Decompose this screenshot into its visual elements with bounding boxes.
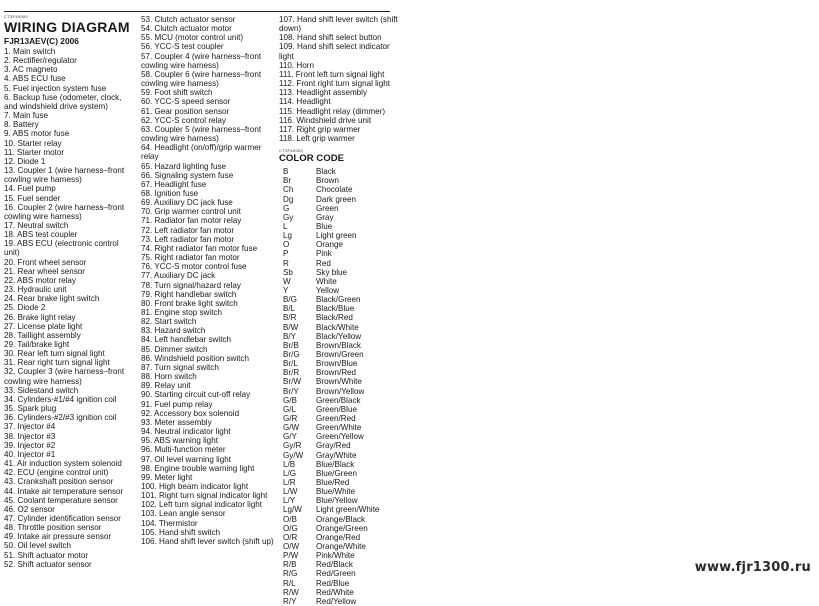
color-code-name: Light green/White	[316, 505, 380, 515]
part-item: 97. Oil level warning light	[141, 454, 231, 464]
part-item: 8. Battery	[4, 120, 39, 130]
site-watermark: www.fjr1300.ru	[694, 560, 811, 575]
part-item: 5. Fuel injection system fuse	[4, 83, 107, 93]
color-code-abbrev: B/L	[283, 304, 296, 314]
part-item: 43. Crankshaft position sensor	[4, 477, 114, 487]
color-code-abbrev: Dg	[283, 194, 294, 204]
color-code-row	[279, 588, 399, 597]
color-code-row	[279, 204, 399, 213]
color-code-row	[279, 240, 399, 249]
color-code-row	[279, 185, 399, 194]
color-code-abbrev: R/B	[283, 560, 297, 570]
part-item: 52. Shift actuator sensor	[4, 559, 92, 569]
part-item: 81. Engine stop switch	[141, 308, 222, 317]
part-item: 7. Main fuse	[4, 111, 49, 121]
color-code-abbrev: B/Y	[283, 331, 297, 341]
color-code-abbrev: Br/W	[283, 377, 301, 387]
part-item: 71. Radiator fan motor relay	[141, 216, 242, 226]
part-item: 9. ABS motor fuse	[4, 129, 70, 139]
color-code-abbrev: B/R	[283, 313, 297, 323]
color-code-abbrev: L/B	[283, 459, 296, 469]
color-code-name: Gray/White	[316, 450, 357, 460]
color-code-abbrev: R/W	[283, 587, 299, 597]
part-item: 114. Headlight	[279, 97, 331, 107]
color-code-name: Black/White	[316, 322, 359, 332]
color-code-abbrev: Br/R	[283, 368, 300, 378]
color-code-abbrev: O/B	[283, 514, 297, 524]
color-code-abbrev: B/G	[283, 295, 297, 305]
parts-list-1	[4, 47, 136, 569]
color-code-abbrev: P/W	[283, 551, 299, 561]
color-code-table	[279, 167, 399, 606]
color-code-abbrev: Br/L	[283, 359, 298, 369]
part-item: 23. Hydraulic unit	[4, 285, 67, 295]
color-code-abbrev: Sb	[283, 267, 293, 277]
part-item: 84. Left handlebar switch	[141, 335, 231, 345]
color-code-abbrev: G/B	[283, 395, 297, 405]
part-item: 4. ABS ECU fuse	[4, 74, 66, 84]
part-item: 79. Right handlebar switch	[141, 289, 237, 299]
color-code-row	[279, 304, 399, 313]
color-code-abbrev: Gy	[283, 212, 294, 222]
color-code-abbrev: Br/B	[283, 340, 299, 350]
color-code-name: Green/White	[316, 423, 362, 433]
part-item: 40. Injector #1	[4, 449, 56, 459]
part-item: 34. Cylinders-#1/#4 ignition coil	[4, 394, 117, 404]
part-item: 13. Coupler 1 (wire harness–front cowling wire harness)	[4, 166, 125, 185]
part-item: 107. Hand shift lever switch (shift down)	[279, 15, 398, 34]
part-item: 21. Rear wheel sensor	[4, 266, 85, 276]
color-code-row	[279, 478, 399, 487]
parts-column-3	[279, 15, 399, 606]
part-item: 64. Headlight (on/off)/grip warmer relay	[141, 143, 262, 162]
color-code-row	[279, 167, 399, 176]
color-code-name: Black	[316, 167, 336, 177]
part-item: 20. Front wheel sensor	[4, 257, 87, 267]
part-item: 17. Neutral switch	[4, 220, 69, 230]
part-item: 110. Horn	[279, 60, 314, 70]
page-title: WIRING DIAGRAM	[4, 19, 130, 35]
color-code-row	[279, 405, 399, 414]
part-item: 102. Left turn signal indicator light	[141, 500, 263, 510]
color-code-name: Sky blue	[316, 267, 348, 277]
color-code-name: Red/Blue	[316, 578, 350, 588]
part-item: 76. YCC-S motor control fuse	[141, 262, 247, 272]
color-code-name: Orange/Green	[316, 523, 368, 533]
color-code-abbrev: O/W	[283, 541, 300, 551]
part-item: 49. Intake air pressure sensor	[4, 532, 112, 542]
color-code-name: Black/Blue	[316, 304, 355, 314]
part-item: 94. Neutral indicator light	[141, 427, 231, 437]
part-item: 93. Meter assembly	[141, 417, 212, 427]
color-code-row	[279, 460, 399, 469]
color-code-abbrev: Ch	[283, 185, 294, 195]
color-code-abbrev: G/Y	[283, 432, 297, 442]
color-code-name: Black/Red	[316, 313, 353, 323]
color-code-row	[279, 195, 399, 204]
part-item: 99. Meter light	[141, 472, 193, 482]
part-item: 100. High beam indicator light	[141, 481, 249, 491]
color-code-abbrev: O	[283, 240, 290, 250]
part-item: 2. Rectifier/regulator	[4, 56, 77, 66]
color-code-row	[279, 542, 399, 551]
part-item: 67. Headlight fuse	[141, 179, 207, 189]
color-code-row	[279, 268, 399, 277]
color-code-name: Orange/White	[316, 541, 366, 551]
color-code-abbrev: Lg/W	[283, 505, 302, 515]
color-code-abbrev: L/G	[283, 468, 297, 478]
color-code-row	[279, 569, 399, 578]
part-item: 26. Brake light relay	[4, 312, 76, 322]
color-code-abbrev: O/R	[283, 532, 298, 542]
part-item: 63. Coupler 5 (wire harness–front cowling wire harness)	[141, 124, 262, 144]
color-code-row	[279, 469, 399, 478]
section-tag: CT3P40000	[4, 14, 29, 19]
color-code-name: Blue	[316, 222, 333, 232]
color-code-row	[279, 222, 399, 231]
part-item: 47. Cylinder identification sensor	[4, 513, 121, 523]
color-code-row	[279, 496, 399, 505]
color-code-name: Green/Yellow	[316, 432, 364, 442]
color-code-name: Blue/White	[316, 487, 356, 497]
color-code-name: Red/Black	[316, 560, 353, 570]
part-item: 69. Auxiliary DC jack fuse	[141, 198, 233, 208]
color-code-abbrev: G/L	[283, 404, 297, 414]
part-item: 11. Starter motor	[4, 147, 65, 157]
color-code-abbrev: Gy/R	[283, 441, 302, 451]
color-code-row	[279, 231, 399, 240]
part-item: 48. Throttle position sensor	[4, 523, 102, 533]
part-item: 65. Hazard lighting fuse	[141, 161, 227, 171]
part-item: 14. Fuel pump	[4, 184, 56, 194]
part-item: 6. Backup fuse (odometer, clock, and windshield drive system)	[4, 92, 122, 111]
part-item: 74. Right radiator fan motor fuse	[141, 243, 258, 253]
color-code-name: Orange	[316, 240, 343, 250]
part-item: 54. Clutch actuator motor	[141, 24, 232, 34]
part-item: 105. Hand shift switch	[141, 527, 221, 537]
part-item: 39. Injector #2	[4, 440, 56, 450]
color-code-abbrev: L/Y	[283, 496, 296, 506]
part-item: 96. Multi-function meter	[141, 445, 226, 455]
color-code-abbrev: L/R	[283, 477, 296, 487]
part-item: 12. Diode 1	[4, 156, 46, 166]
part-item: 101. Right turn signal indicator light	[141, 491, 268, 501]
color-code-abbrev: L/W	[283, 487, 298, 497]
color-code-name: White	[316, 276, 337, 286]
color-code-abbrev: R	[283, 258, 289, 268]
color-code-name: Brown	[316, 176, 339, 186]
part-item: 25. Diode 2	[4, 303, 46, 313]
color-code-name: Green/Black	[316, 395, 361, 405]
part-item: 70. Grip warmer control unit	[141, 207, 241, 217]
part-item: 90. Starting circuit cut-off relay	[141, 390, 251, 400]
part-item: 30. Rear left turn signal light	[4, 349, 105, 359]
color-code-abbrev: O/G	[283, 523, 298, 533]
color-code-row	[279, 441, 399, 450]
color-code-abbrev: R/G	[283, 569, 298, 579]
part-item: 117. Right grip warmer	[279, 124, 361, 134]
part-item: 15. Fuel sender	[4, 193, 61, 203]
part-item: 78. Turn signal/hazard relay	[141, 280, 241, 290]
parts-column-1	[4, 14, 136, 569]
part-item: 66. Signaling system fuse	[141, 170, 234, 180]
color-code-abbrev: Br	[283, 176, 292, 186]
part-item: 44. Intake air temperature sensor	[4, 486, 124, 496]
color-code-row	[279, 313, 399, 322]
part-item: 50. Oil level switch	[4, 541, 72, 551]
color-code-name: Blue/Black	[316, 459, 355, 469]
part-item: 95. ABS warning light	[141, 436, 218, 446]
color-code-abbrev: R/Y	[283, 596, 297, 606]
color-code-name: Brown/Blue	[316, 359, 358, 369]
part-item: 59. Foot shift switch	[141, 88, 213, 98]
color-code-name: Brown/White	[316, 377, 362, 387]
part-item: 1. Main switch	[4, 47, 56, 56]
part-item: 115. Headlight relay (dimmer)	[279, 106, 386, 116]
color-code-abbrev: Y	[283, 286, 289, 296]
part-item: 45. Coolant temperature sensor	[4, 495, 118, 505]
part-item: 109. Hand shift select indicator light	[279, 42, 390, 61]
color-code-row	[279, 414, 399, 423]
color-code-row	[279, 350, 399, 359]
color-code-row	[279, 387, 399, 396]
color-code-abbrev: G/W	[283, 423, 300, 433]
part-item: 62. YCC-S control relay	[141, 115, 226, 125]
color-code-name: Pink	[316, 249, 332, 259]
part-item: 86. Windshield position switch	[141, 353, 249, 363]
color-code-row	[279, 286, 399, 295]
part-item: 77. Auxiliary DC jack	[141, 271, 216, 281]
part-item: 37. Injector #4	[4, 422, 56, 432]
part-item: 42. ECU (engine control unit)	[4, 468, 109, 478]
color-code-row	[279, 332, 399, 341]
color-code-name: Green	[316, 203, 339, 213]
color-code-section	[279, 148, 399, 606]
part-item: 80. Front brake light switch	[141, 298, 238, 308]
color-code-row	[279, 213, 399, 222]
color-code-abbrev: L	[283, 222, 288, 232]
part-item: 88. Horn switch	[141, 372, 197, 382]
color-code-row	[279, 560, 399, 569]
color-code-name: Black/Yellow	[316, 331, 362, 341]
part-item: 60. YCC-S speed sensor	[141, 97, 231, 107]
part-item: 104. Thermistor	[141, 518, 198, 528]
part-item: 92. Accessory box solenoid	[141, 408, 240, 418]
part-item: 46. O2 sensor	[4, 504, 55, 514]
part-item: 57. Coupler 4 (wire harness–front cowling wire harness)	[141, 51, 262, 70]
part-item: 82. Start switch	[141, 317, 197, 327]
part-item: 10. Starter relay	[4, 138, 62, 148]
part-item: 83. Hazard switch	[141, 326, 206, 336]
color-code-name: Orange/Red	[316, 532, 361, 542]
color-code-row	[279, 515, 399, 524]
color-code-name: Blue/Red	[316, 477, 350, 487]
color-code-name: Light green	[316, 231, 357, 241]
color-code-row	[279, 451, 399, 460]
parts-column-2	[141, 15, 276, 546]
part-item: 85. Dimmer switch	[141, 344, 208, 354]
color-code-name: Brown/Black	[316, 340, 361, 350]
part-item: 75. Right radiator fan motor	[141, 253, 240, 263]
color-code-name: Red/White	[316, 587, 354, 597]
color-code-row	[279, 396, 399, 405]
color-code-abbrev: B	[283, 167, 289, 177]
part-item: 27. License plate light	[4, 321, 83, 331]
color-code-name: Yellow	[316, 286, 340, 296]
color-code-name: Gray/Red	[316, 441, 351, 451]
part-item: 91. Fuel pump relay	[141, 399, 213, 409]
color-code-row	[279, 524, 399, 533]
color-code-name: Blue/Green	[316, 468, 357, 478]
color-code-abbrev: G/R	[283, 413, 298, 423]
part-item: 113. Headlight assembly	[279, 88, 368, 98]
part-item: 3. AC magneto	[4, 65, 58, 75]
part-item: 22. ABS motor relay	[4, 275, 76, 285]
color-code-tag: CT3P40000	[279, 148, 304, 154]
color-code-row	[279, 551, 399, 560]
color-code-row	[279, 341, 399, 350]
part-item: 89. Relay unit	[141, 381, 191, 391]
part-item: 31. Rear right turn signal light	[4, 358, 110, 368]
part-item: 116. Windshield drive unit	[279, 115, 372, 125]
part-item: 55. MCU (motor control unit)	[141, 33, 244, 43]
color-code-row	[279, 295, 399, 304]
color-code-name: Black/Green	[316, 295, 361, 305]
color-code-abbrev: G	[283, 203, 290, 213]
color-code-name: Red	[316, 258, 331, 268]
color-code-abbrev: Br/G	[283, 350, 300, 359]
color-code-abbrev: P	[283, 249, 289, 259]
model-subtitle: FJR13AEV(C) 2006	[4, 36, 79, 46]
part-item: 111. Front left turn signal light	[279, 69, 385, 79]
color-code-name: Pink/White	[316, 551, 355, 561]
color-code-row	[279, 359, 399, 368]
part-item: 35. Spark plug	[4, 404, 57, 414]
color-code-name: Green/Red	[316, 413, 356, 423]
color-code-name: Green/Blue	[316, 404, 357, 414]
color-code-name: Red/Green	[316, 569, 356, 579]
part-item: 29. Tail/brake light	[4, 340, 70, 349]
part-item: 68. Ignition fuse	[141, 188, 199, 198]
color-code-abbrev: R/L	[283, 578, 296, 588]
header-rule	[4, 11, 390, 12]
color-code-row	[279, 597, 399, 606]
color-code-abbrev: B/W	[283, 322, 299, 332]
color-code-name: Brown/Green	[316, 350, 364, 359]
part-item: 58. Coupler 6 (wire harness–front cowling wire harness)	[141, 69, 262, 89]
color-code-name: Orange/Black	[316, 514, 366, 524]
color-code-name: Chocolate	[316, 185, 353, 195]
color-code-abbrev: Gy/W	[283, 450, 304, 460]
color-code-row	[279, 505, 399, 514]
color-code-abbrev: Lg	[283, 231, 293, 241]
part-item: 98. Engine trouble warning light	[141, 463, 255, 473]
color-code-name: Dark green	[316, 194, 357, 204]
color-code-row	[279, 176, 399, 185]
part-item: 38. Injector #3	[4, 431, 56, 441]
part-item: 103. Lean angle sensor	[141, 509, 226, 519]
part-item: 73. Left radiator fan motor	[141, 234, 235, 244]
part-item: 108. Hand shift select button	[279, 33, 382, 43]
part-item: 112. Front right turn signal light	[279, 79, 390, 89]
part-item: 56. YCC-S test coupler	[141, 42, 224, 52]
parts-list-2	[141, 15, 276, 546]
part-item: 87. Turn signal switch	[141, 362, 219, 372]
color-code-name: Blue/Yellow	[316, 496, 358, 506]
part-item: 61. Gear position sensor	[141, 106, 230, 116]
color-code-abbrev: W	[283, 276, 291, 286]
part-item: 106. Hand shift lever switch (shift up)	[141, 536, 274, 546]
part-item: 28. Taillight assembly	[4, 330, 81, 340]
color-code-name: Gray	[316, 212, 334, 222]
part-item: 41. Air induction system solenoid	[4, 459, 122, 469]
part-item: 36. Cylinders-#2/#3 ignition coil	[4, 413, 117, 423]
parts-list-3	[279, 15, 399, 143]
color-code-row	[279, 377, 399, 386]
color-code-abbrev: Br/Y	[283, 386, 299, 396]
color-code-row	[279, 487, 399, 496]
color-code-title: COLOR CODE	[279, 153, 345, 165]
color-code-row	[279, 423, 399, 432]
part-item: 24. Rear brake light switch	[4, 294, 100, 304]
part-item: 19. ABS ECU (electronic control unit)	[4, 239, 119, 258]
part-item: 53. Clutch actuator sensor	[141, 15, 236, 24]
part-item: 16. Coupler 2 (wire harness–front cowling wire harness)	[4, 202, 125, 221]
color-code-row	[279, 277, 399, 286]
color-code-name: Brown/Yellow	[316, 386, 365, 396]
part-item: 32. Coupler 3 (wire harness–front cowling wire harness)	[4, 367, 125, 386]
color-code-row	[279, 533, 399, 542]
part-item: 33. Sidestand switch	[4, 385, 79, 395]
color-code-row	[279, 579, 399, 588]
color-code-row	[279, 368, 399, 377]
color-code-row	[279, 432, 399, 441]
color-code-name: Brown/Red	[316, 368, 357, 378]
part-item: 118. Left grip warmer	[279, 134, 355, 144]
color-code-name: Red/Yellow	[316, 596, 357, 606]
part-item: 72. Left radiator fan motor	[141, 225, 235, 235]
color-code-row	[279, 249, 399, 258]
color-code-row	[279, 323, 399, 332]
part-item: 51. Shift actuator motor	[4, 550, 89, 560]
color-code-row	[279, 259, 399, 268]
part-item: 18. ABS test coupler	[4, 230, 78, 240]
